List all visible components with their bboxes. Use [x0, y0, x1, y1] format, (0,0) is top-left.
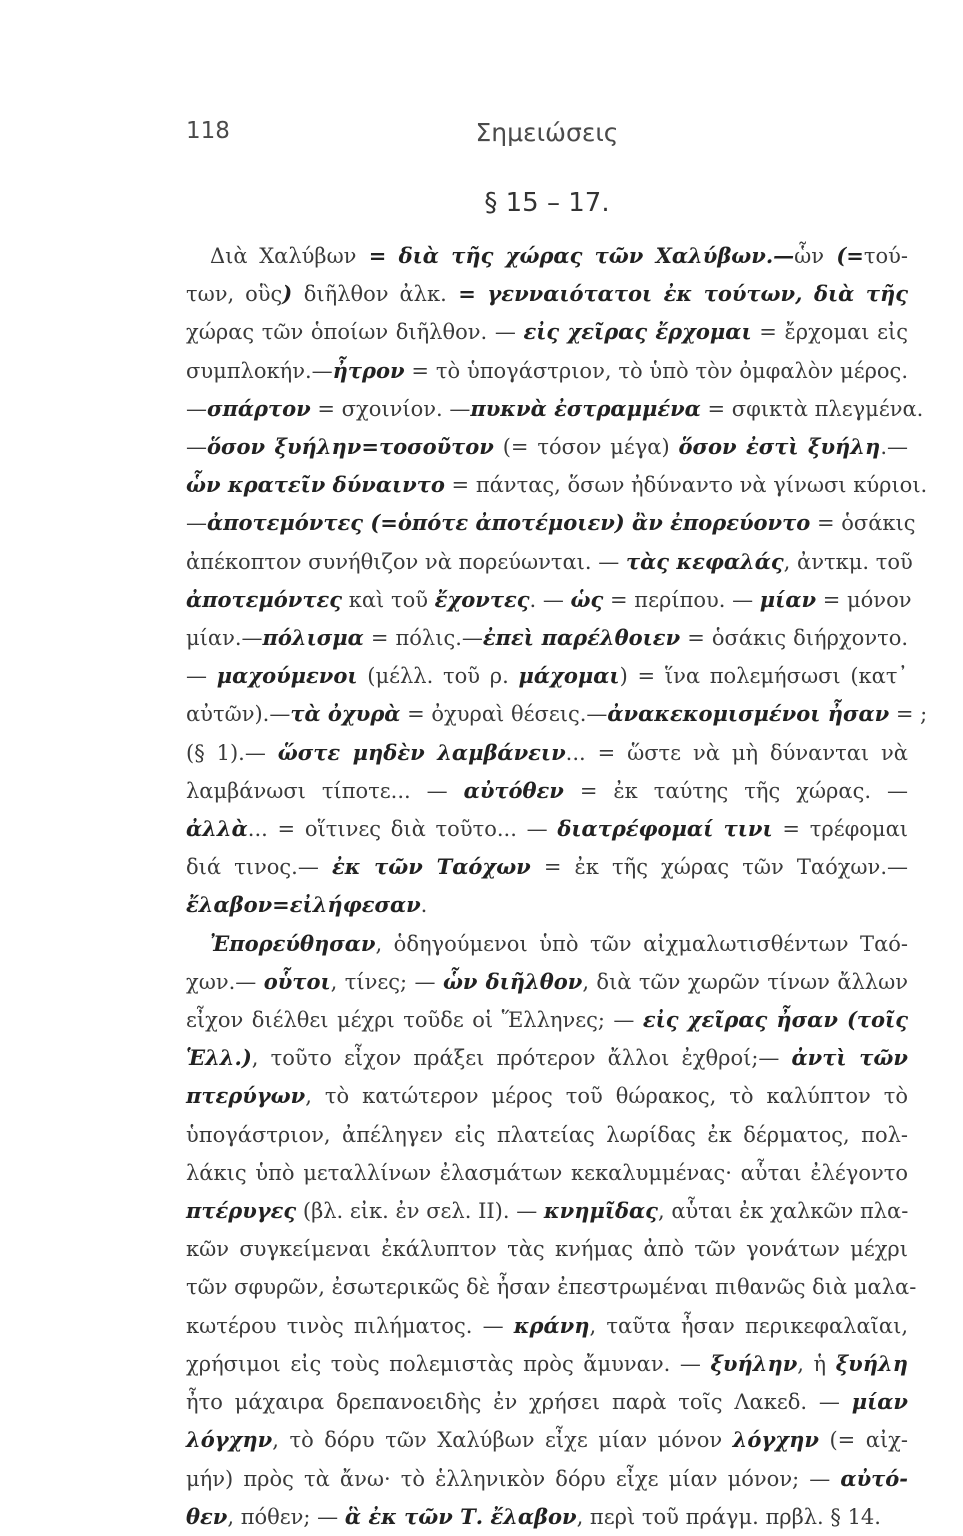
lemma: λόγχην — [732, 1427, 819, 1453]
lemma: ἐπεὶ παρέλθοιεν — [482, 625, 681, 651]
lemma: ἔλαβον=εἰλήφεσαν — [186, 892, 421, 918]
gloss-text: τῶν σφυρῶν, ἐσωτερικῶς δὲ ἦσαν ἐπεστρωμέναι πιθανῶς διὰ μαλα- — [186, 1275, 917, 1300]
lemma: μαχούμενοι — [216, 663, 358, 689]
gloss-text: = περίπου. — — [603, 587, 760, 612]
paragraph-1 — [186, 237, 928, 925]
lemma: = γενναιότατοι ἐκ τούτων, διὰ τῆς — [446, 281, 909, 307]
lemma: πυκνὰ ἐστραμμένα — [470, 395, 701, 421]
lemma: ξυήλη — [835, 1350, 909, 1376]
lemma: μίαν — [759, 586, 817, 612]
gloss-text: διά τινος.— — [186, 855, 332, 880]
lemma: τὰ ὀχυρὰ — [290, 701, 401, 727]
text-line — [186, 1421, 908, 1459]
gloss-text: . — [420, 893, 428, 918]
gloss-text: = σχοινίον. — — [310, 396, 471, 421]
gloss-text: = μόνον — [816, 587, 912, 612]
lemma: ἐκ τῶν Ταόχων — [331, 854, 531, 880]
gloss-text: εἶχον διέλθει μέχρι τοῦδε οἱ Ἕλληνες; — — [186, 1008, 643, 1033]
lemma: ἀποτεμόντες — [186, 586, 343, 612]
gloss-text: , τίνες; — — [330, 969, 443, 994]
gloss-text: λαμβάνωσι τίποτε... — — [186, 778, 464, 803]
gloss-text: χων.— — [186, 969, 264, 994]
text-line — [186, 1383, 908, 1421]
lemma: διατρέφομαί τινι — [557, 816, 773, 842]
gloss-text: ὧν — [794, 244, 825, 268]
gloss-text: , ἀντκμ. τοῦ — [783, 549, 913, 574]
text-line — [186, 504, 916, 542]
text-line — [186, 390, 924, 428]
gloss-text: = σφικτὰ πλεγμένα. — [700, 396, 924, 421]
lemma: Ἑλλ.) — [186, 1045, 252, 1071]
text-line — [186, 466, 928, 504]
text-line — [186, 925, 908, 963]
gloss-text: διῆλθον ἀλκ. — [303, 282, 447, 307]
lemma: (= — [824, 243, 864, 268]
lemma: ὡς — [570, 586, 604, 612]
gloss-text: κωτέρου τινὸς πιλήματος. — — [186, 1313, 514, 1338]
gloss-text: = ἐκ ταύτης τῆς χώρας. — — [563, 778, 908, 803]
paragraph-2 — [186, 925, 917, 1536]
lemma: ἀλλὰ — [186, 816, 248, 842]
gloss-text: Διὰ Χαλύβων — [210, 244, 357, 268]
gloss-text: = ὁσάκις — [810, 511, 916, 536]
gloss-text: , τοῦτο εἶχον πράξει πρότερον ἄλλοι ἐχθροί;— — [251, 1046, 792, 1071]
gloss-text: (μέλλ. τοῦ ρ. — [357, 664, 519, 689]
text-line — [186, 1230, 908, 1268]
text-line — [186, 772, 908, 810]
gloss-text: κῶν συγκείμεναι ἐκάλυπτον τὰς κνήμας ἀπὸ τῶν γονάτων μέχρι — [186, 1237, 908, 1262]
lemma: κράνη — [513, 1312, 590, 1338]
lemma: εἰς χεῖρας ἔρχομαι — [523, 319, 752, 345]
lemma: ὧν κρατεῖν δύναιντο — [186, 472, 445, 498]
gloss-text: = ὀχυραὶ θέσεις.— — [400, 702, 608, 727]
text-line — [186, 1345, 908, 1383]
gloss-text: , τὸ κατώτερον μέρος τοῦ θώρακος, τὸ καλύπτον τὸ — [305, 1084, 908, 1109]
text-line — [186, 581, 912, 619]
lemma: εἰς χεῖρας ἦσαν (τοῖς — [642, 1007, 908, 1033]
lemma: ξυήλην — [710, 1350, 798, 1376]
lemma: ἀνακεκομισμένοι ἦσαν — [607, 701, 890, 727]
gloss-text: = ὁσάκις διήρχοντο. — [680, 626, 909, 651]
text-line — [186, 1039, 908, 1077]
gloss-text: = πόλις.— — [363, 626, 483, 651]
gloss-text: , διὰ τῶν χωρῶν τίνων ἄλλων — [582, 969, 909, 994]
text-line — [186, 1460, 908, 1498]
text-line — [186, 543, 913, 581]
gloss-text: = τρέφομαι — [772, 817, 908, 842]
lemma: ἃ ἐκ τῶν Τ. ἔλαβον — [344, 1503, 577, 1529]
lemma: ὥστε μηδὲν λαμβάνειν — [277, 739, 566, 765]
lemma: μάχομαι — [518, 663, 620, 689]
gloss-text: ὑπογάστριον, ἀπέληγεν εἰς πλατείας λωρίδας ἐκ δέρματος, πολ- — [186, 1122, 908, 1147]
lemma: μίαν — [851, 1389, 908, 1415]
gloss-text: (§ 1).— — [186, 740, 278, 765]
text-line — [186, 848, 908, 886]
lemma: ὅσον ξυήλην=τοσοῦτον — [207, 434, 494, 460]
lemma: οὗτοι — [263, 968, 331, 994]
gloss-text: , ὁδηγούμενοι ὑπὸ τῶν αἰχμαλωτισθέντων Ταό- — [375, 931, 908, 956]
text-line — [186, 275, 908, 313]
gloss-text: ἀπέκοπτον συνήθιζον νὰ πορεύωνται. — — [186, 549, 626, 574]
text-line — [186, 313, 908, 351]
running-title: Σημειώσεις — [475, 118, 619, 147]
text-line — [186, 1154, 908, 1192]
gloss-text: = πάντας, ὅσων ἠδύναντο νὰ γίνωσι κύριοι. — [444, 473, 928, 498]
gloss-text: , ἡ — [797, 1351, 836, 1376]
gloss-text: (= τόσον μέγα) — [493, 435, 679, 460]
lemma: ἔχοντες — [434, 586, 530, 612]
gloss-text: , τὸ δόρυ τῶν Χαλύβων εἶχε μίαν μόνον — [272, 1428, 733, 1453]
lemma: λόγχην — [186, 1427, 273, 1453]
gloss-text: — — [186, 664, 217, 689]
gloss-text: = τὸ ὑπογάστριον, τὸ ὑπὸ τὸν ὀμφαλὸν μέρος. — [404, 358, 908, 383]
gloss-text: — — [186, 396, 207, 421]
gloss-text: μήν) πρὸς τὰ ἄνω· τὸ ἑλληνικὸν δόρυ εἶχε μίαν μόνον; — — [186, 1466, 841, 1491]
text-line — [186, 1498, 908, 1536]
lemma: αὐτό- — [840, 1465, 908, 1491]
lemma: ἦτρον — [332, 357, 405, 383]
text-line — [186, 1192, 908, 1230]
gloss-text: .— — [880, 435, 908, 460]
lemma: τὰς κεφαλάς — [625, 548, 784, 574]
gloss-text: αὐτῶν).— — [186, 702, 291, 727]
lemma: σπάρτον — [207, 395, 311, 421]
gloss-text: ... = οἵτινες διὰ τοῦτο... — — [247, 817, 558, 842]
gloss-text: , πόθεν; — — [227, 1504, 345, 1529]
lemma: πόλισμα — [262, 625, 364, 651]
text-line — [186, 1116, 908, 1154]
gloss-text: (= αἰχ- — [818, 1428, 909, 1453]
gloss-text: = ; — [889, 702, 928, 727]
lemma: ἀποτεμόντες (=ὁπότε ἀποτέμοιεν) ἂν ἐπορεύοντο — [207, 510, 811, 536]
lemma: Ἐπορεύθησαν — [210, 930, 376, 956]
gloss-text: συμπλοκήν.— — [186, 358, 333, 383]
gloss-text: μίαν.— — [186, 626, 263, 651]
gloss-text: χρήσιμοι εἰς τοὺς πολεμιστὰς πρὸς ἄμυναν. — — [186, 1351, 711, 1376]
text-line — [186, 657, 908, 695]
gloss-text: , περὶ τοῦ πράγμ. πρβλ. § 14. — [576, 1504, 881, 1529]
text-line — [186, 963, 908, 1001]
lemma: θεν — [186, 1503, 228, 1529]
gloss-text: (βλ. εἰκ. ἐν σελ. II). — — [296, 1199, 544, 1224]
text-line — [186, 695, 928, 733]
text-line — [186, 428, 908, 466]
text-line — [186, 1307, 908, 1345]
lemma: κνημῖδας — [543, 1198, 658, 1224]
notes-body — [186, 237, 928, 1536]
lemma: ὅσον ἐστὶ ξυήλη — [678, 434, 881, 460]
text-line — [186, 619, 908, 657]
gloss-text: , αὗται ἐκ χαλκῶν πλα- — [657, 1199, 909, 1224]
gloss-text: ) = ἵνα πολεμήσωσι (κατ᾽ — [619, 664, 908, 689]
lemma: αὐτόθεν — [463, 777, 564, 803]
gloss-text: ἦτο μάχαιρα δρεπανοειδὴς ἐν χρήσει παρὰ τοῖς Λακεδ. — — [186, 1390, 852, 1415]
text-line — [186, 1001, 908, 1039]
gloss-text: καὶ τοῦ — [342, 587, 435, 612]
gloss-text: = ἔρχομαι εἰς — [751, 320, 909, 345]
text-line — [186, 886, 908, 924]
lemma: = διὰ τῆς χώρας τῶν Χαλύβων.— — [356, 243, 795, 268]
page-header — [186, 118, 908, 154]
text-line — [186, 1268, 917, 1306]
lemma: πτέρυγες — [186, 1198, 297, 1224]
lemma: πτερύγων — [186, 1083, 306, 1109]
text-line — [186, 810, 908, 848]
gloss-text: — — [186, 511, 207, 536]
gloss-text: = ἐκ τῆς χώρας τῶν Ταόχων.— — [530, 855, 908, 880]
lemma: ὧν διῆλθον — [442, 968, 583, 994]
page-number: 118 — [186, 118, 230, 144]
gloss-text: χώρας τῶν ὁποίων διῆλθον. — — [186, 320, 524, 345]
lemma: ) — [282, 281, 304, 307]
gloss-text: ... = ὥστε νὰ μὴ δύνανται νὰ — [565, 740, 908, 765]
text-line — [186, 734, 908, 772]
text-line — [186, 1077, 908, 1115]
gloss-text: τού- — [863, 244, 908, 268]
section-heading: § 15 – 17. — [484, 188, 610, 218]
gloss-text: των, οὓς — [186, 282, 283, 307]
gloss-text: . — — [529, 587, 571, 612]
gloss-text: , ταῦτα ἦσαν περικεφαλαῖαι, — [589, 1313, 908, 1338]
text-line — [186, 237, 908, 275]
gloss-text: — — [186, 435, 207, 460]
text-line — [186, 352, 908, 390]
gloss-text: λάκις ὑπὸ μεταλλίνων ἐλασμάτων κεκαλυμμένας· αὗται ἐλέγοντο — [186, 1160, 908, 1185]
lemma: ἀντὶ τῶν — [791, 1045, 908, 1071]
